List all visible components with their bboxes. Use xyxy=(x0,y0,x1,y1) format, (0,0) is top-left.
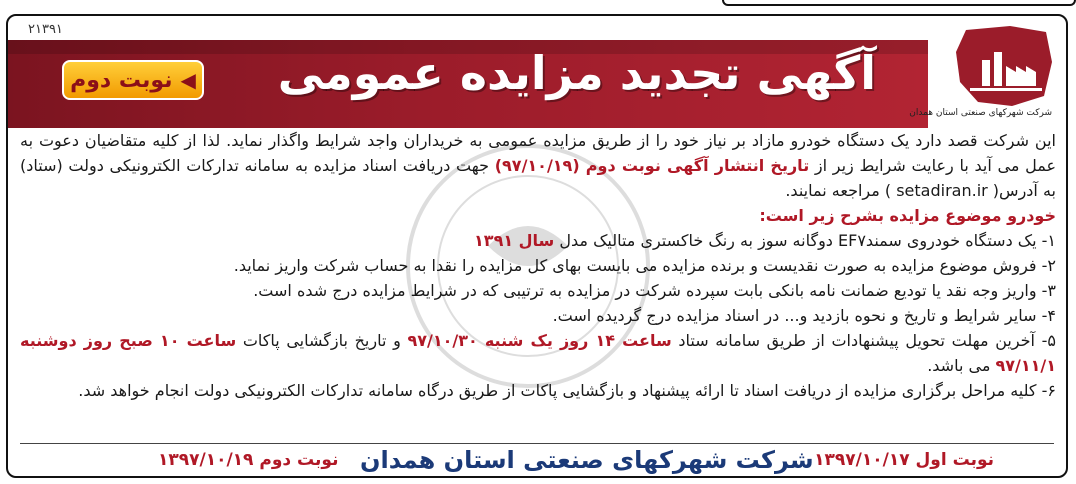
turn-badge-label: نوبت دوم xyxy=(70,67,173,93)
list-item: ۶- کلیه مراحل برگزاری مزایده از دریافت اسناد تا ارائه پیشنهاد و بازگشایی پاکات از طریق درگاه سامانه تدارکات الکترونیکی دولت انجام خواهد شد. xyxy=(78,381,1056,400)
company-logo xyxy=(948,22,1058,122)
top-border xyxy=(0,0,1076,6)
first-turn-date: نوبت اول ۱۳۹۷/۱۰/۱۷ xyxy=(814,450,994,470)
list-item: ۳- واریز وجه نقد یا تودیع ضمانت نامه بانکی بابت سپرده شرکت در مزایده به ترتیبی که در شرایط مزایده درج شده است. xyxy=(253,281,1056,300)
logo-caption: شرکت شهرکهای صنعتی استان همدان xyxy=(909,108,1052,118)
list-item: ۴- سایر شرایط و تاریخ و نحوه بازدید و... در اسناد مزایده درج گردیده است. xyxy=(552,306,1056,325)
footer xyxy=(8,444,1066,478)
list-item: ۲- فروش موضوع مزایده به صورت نقدیست و برنده مزایده می بایست بهای کل مزایده را نقدا به حساب شرکت واریز نماید. xyxy=(233,256,1056,275)
intro-paragraph: این شرکت قصد دارد یک دستگاه خودرو مازاد بر نیاز خود را از طریق مزایده عمومی به خریداران واجد شرایط واگذار نماید. لذا از کلیه متقاضیان دعوت به عمل می آید با رعایت شرایط زیر از تاریخ انتشار آگهی نوبت دوم (۹۷/۱۰/۱۹) جهت دریافت اسناد مزایده به سامانه تدارکات الکترونیکی دولت (ستاد) به آدرس( setadiran.ir ) مراجعه نمایند. xyxy=(20,131,1056,200)
list-item: ۱- یک دستگاه خودروی سمندEF۷ دوگانه سوز به رنگ خاکستری متالیک مدل سال ۱۳۹۱ xyxy=(474,231,1056,250)
ad-number: ۲۱۳۹۱ xyxy=(28,22,63,37)
ad-body xyxy=(20,128,1056,403)
section-heading: خودرو موضوع مزایده بشرح زیر است: xyxy=(759,206,1056,225)
second-turn-date: نوبت دوم ۱۳۹۷/۱۰/۱۹ xyxy=(158,450,339,470)
list-item: ۵- آخرین مهلت تحویل پیشنهادات از طریق سامانه ستاد ساعت ۱۴ روز یک شنبه ۹۷/۱۰/۳۰ و تاریخ بازگشایی پاکات ساعت ۱۰ صبح روز دوشنبه ۹۷/۱۱/۱ می باشد. xyxy=(20,331,1056,375)
ad-frame xyxy=(6,14,1068,478)
page-title: آگهی تجدید مزایده عمومی xyxy=(277,46,876,100)
turn-badge xyxy=(62,60,204,100)
company-name: شرکت شهرکهای صنعتی استان همدان xyxy=(360,446,814,474)
publish-date: تاریخ انتشار آگهی نوبت دوم (۹۷/۱۰/۱۹) xyxy=(494,156,810,175)
arrow-left-icon: ◀ xyxy=(180,68,196,92)
